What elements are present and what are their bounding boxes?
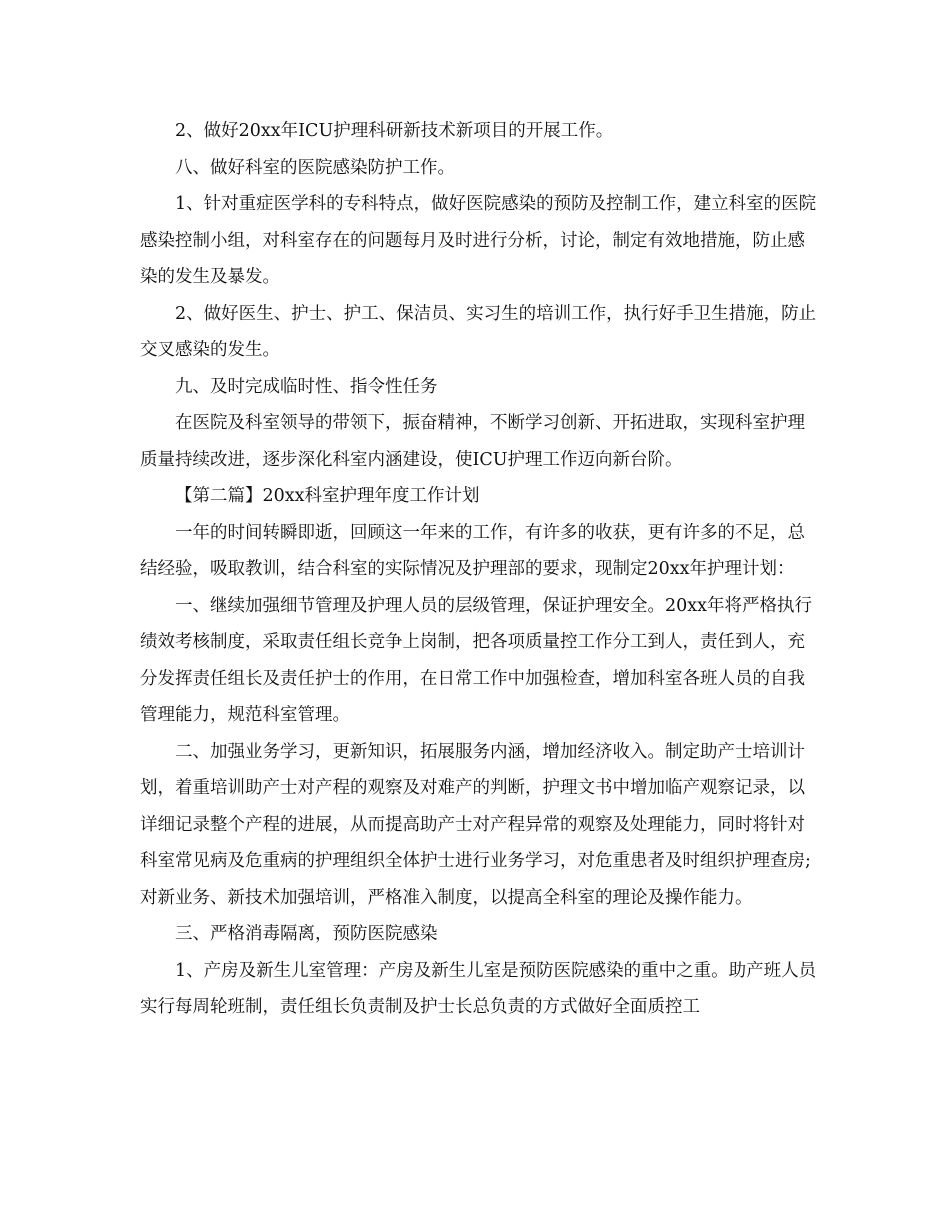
paragraph: 1、针对重症医学科的专科特点，做好医院感染的预防及控制工作，建立科室的医院感染控制小组，对科室存在的问题每月及时进行分析，讨论，制定有效地措施，防止感染的发生及暴发。	[140, 194, 817, 287]
section-heading: 九、及时完成临时性、指令性任务	[175, 376, 438, 397]
document-body	[140, 113, 820, 1026]
paragraph: 1、产房及新生儿室管理：产房及新生儿室是预防医院感染的重中之重。助产班人员实行每周轮班制，责任组长负责制及护士长总负责的方式做好全面质控工	[140, 960, 817, 1017]
section-heading: 三、严格消毒隔离，预防医院感染	[175, 924, 438, 944]
paragraph: 2、做好医生、护士、护工、保洁员、实习生的培训工作，执行好手卫生措施，防止交叉感染的发生。	[140, 303, 817, 360]
paragraph: 一年的时间转瞬即逝，回顾这一年来的工作，有许多的收获，更有许多的不足，总结经验，吸取教训，结合科室的实际情况及护理部的要求，现制定20xx年护理计划：	[140, 522, 805, 579]
paragraph: 2、做好20xx年ICU护理科研新技术新项目的开展工作。	[175, 121, 614, 141]
paragraph: 一、继续加强细节管理及护理人员的层级管理，保证护理安全。20xx年将严格执行绩效考核制度，采取责任组长竞争上岗制，把各项质量控工作分工到人，责任到人，充分发挥责任组长及责任护士的作用，在日常工作中加强检查，增加科室各班人员的自我管理能力，规范科室管理。	[140, 595, 813, 725]
paragraph: 在医院及科室领导的带领下，振奋精神，不断学习创新、开拓进取，实现科室护理质量持续改进，逐步深化科室内涵建设，使ICU护理工作迈向新台阶。	[140, 413, 805, 470]
section-heading: 八、做好科室的医院感染防护工作。	[175, 157, 455, 178]
article-title: 【第二篇】20xx科室护理年度工作计划	[175, 486, 480, 506]
paragraph: 二、加强业务学习，更新知识，拓展服务内涵，增加经济收入。制定助产士培训计划，着重培训助产士对产程的观察及对难产的判断，护理文书中增加临产观察记录，以详细记录整个产程的进展，从而提高助产士对产程异常的观察及处理能力，同时将针对科室常见病及危重病的护理组织全体护士进行业务学习，对危重患者及时组织护理查房;对新业务、新技术加强培训，严格准入制度，以提高全科室的理论及操作能力。	[140, 741, 811, 908]
